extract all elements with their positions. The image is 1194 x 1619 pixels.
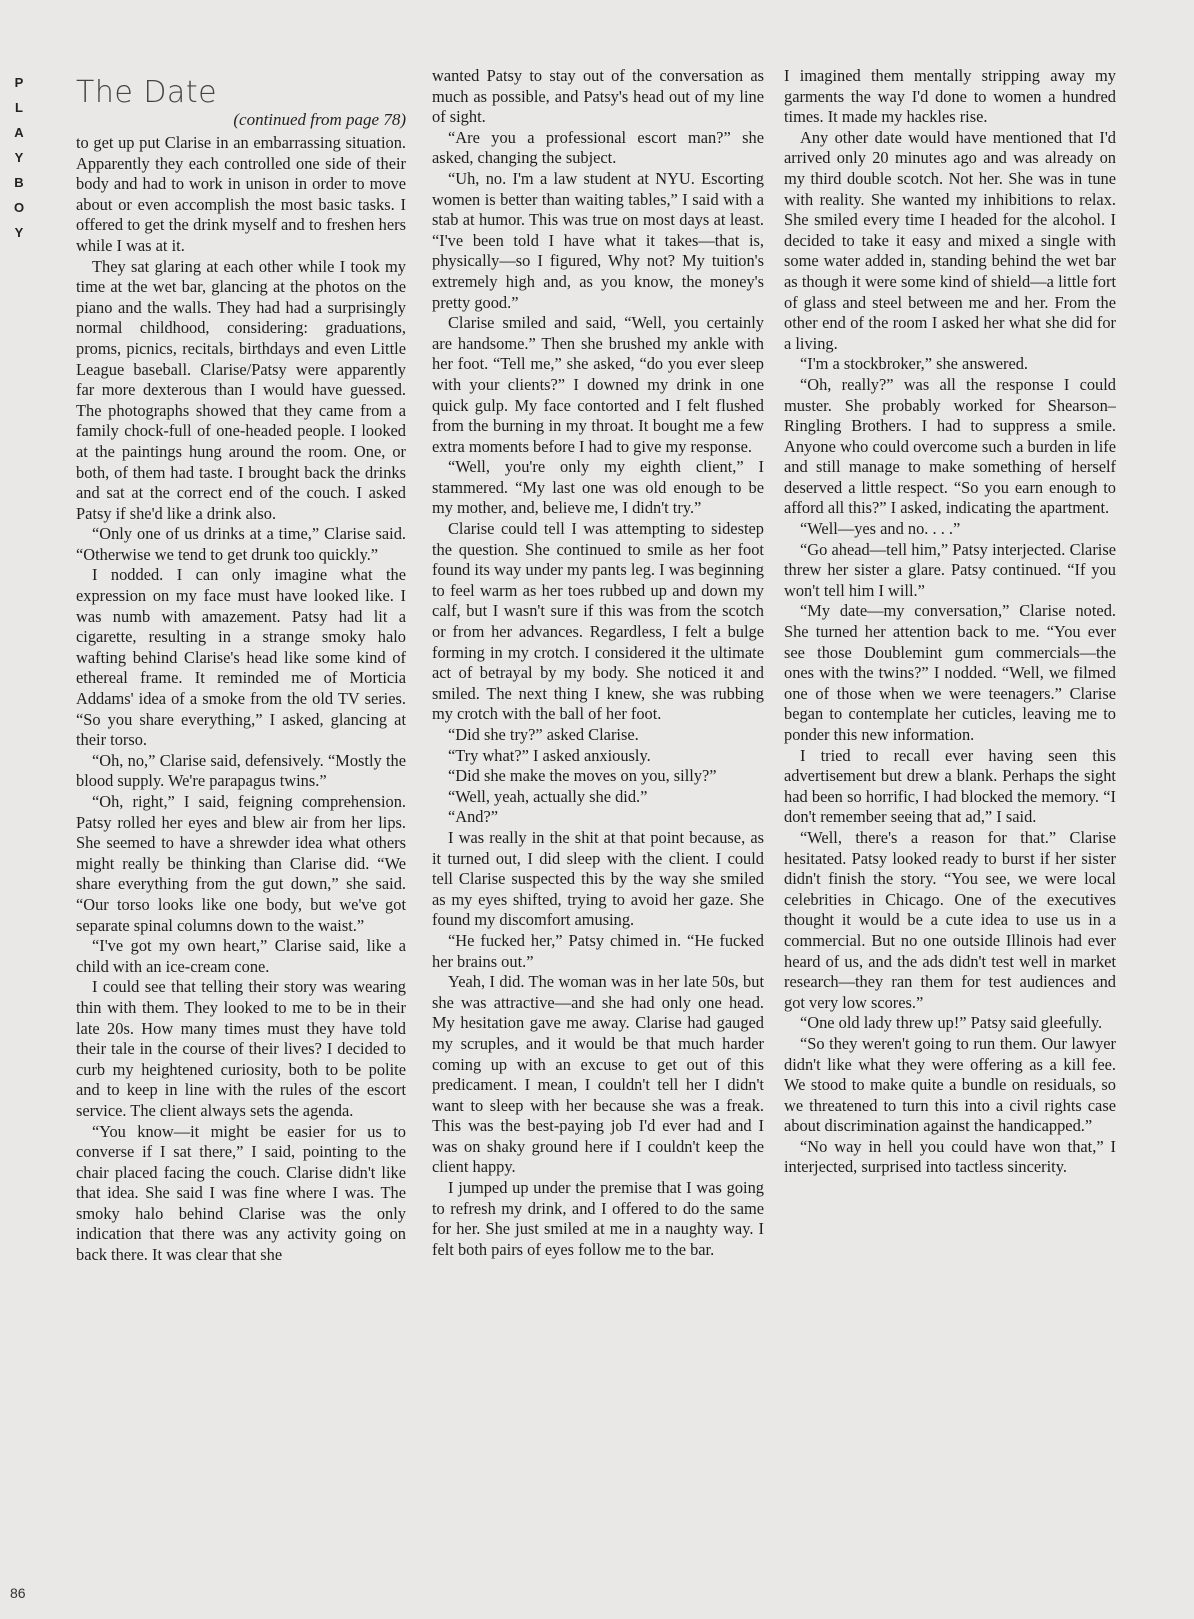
paragraph: “My date—my conversation,” Clarise noted. She turned her attention back to me. “You ever see those Doublemint gum commercials—the ones with the twins?” I nodded. “Well, we filmed one of those when we were teenagers.” Clarise began to contemplate her cuticles, leaving me to ponder this new information. [784,601,1116,744]
page-number: 86 [10,1585,26,1601]
paragraph: “Uh, no. I'm a law student at NYU. Escorting women is better than waiting tables,” I said with a stab at humor. This was true on most days at least. “I've been told I have what it takes—that is, physically—so I figured, Why not? My tuition's extremely high and, as you know, the money's pretty good.” [432,168,764,312]
text-column-2 [432,66,764,1260]
paragraph: “Did she try?” asked Clarise. [448,725,639,744]
paragraph: “Go ahead—tell him,” Patsy interjected. Clarise threw her sister a glare. Patsy continued. “If you won't tell him I will.” [784,539,1116,600]
paragraph: Any other date would have mentioned that I'd arrived only 20 minutes ago and was already on my third double scotch. Not her. She was in tune with reality. She wanted my inhibitions to relax. She smiled every time I headed for the alcohol. I decided to take it easy and mixed a single with some water added in, standing behind the wet bar as though it were some kind of shield—a little fort of glass and steel between me and her. From the other end of the room I asked her what she did for a living. [784,127,1116,353]
magazine-name-vertical [6,70,32,245]
paragraph: “Well, yeah, actually she did.” [448,786,648,806]
paragraph: “Did she make the moves on you, silly?” [448,766,717,786]
paragraph: I tried to recall ever having seen this advertisement but drew a blank. Perhaps the sight had been so horrific, I had blocked the memory. “I don't remember seeing that ad,” I said. [784,745,1116,827]
paragraph: wanted Patsy to stay out of the conversation as much as possible, and Patsy's head out of my line of sight. [432,66,764,127]
magazine-letter: Y [14,225,24,240]
paragraph: “Well, there's a reason for that.” Clarise hesitated. Patsy looked ready to burst if her sister didn't finish the story. “You see, we were local celebrities in Chicago. One of the executives thought it would be a cute idea to use us in a commercial. But no one outside Illinois had ever heard of us, and the ads didn't test well in market research—they ran them for test audiences and got very low scores.” [784,827,1116,1012]
paragraph: I nodded. I can only imagine what the expression on my face must have looked like. I was numb with amazement. Patsy had lit a cigarette, resulting in a strange smoky halo wafting behind Clarise's head like some kind of ethereal frame. It reminded me of Morticia Addams' idea of a smoke from the old TV series. “So you share everything,” I asked, glancing at their torso. [76,565,406,750]
section-title: The Date [76,75,218,110]
paragraph: “He fucked her,” Patsy chimed in. “He fucked her brains out.” [432,930,764,971]
paragraph: Yeah, I did. The woman was in her late 50s, but she was attractive—and she had only one head. My hesitation gave me away. Clarise had gauged my scruples, and it would be that much harder coming up with an excuse to get out of this predicament. I mean, I couldn't tell her I didn't want to sleep with her because she was a freak. This was the best-paying job I'd ever had and I was on shaky ground here if I couldn't keep the client happy. [432,972,764,1177]
paragraph: “Oh, really?” was all the response I could muster. She probably worked for Shearson–Ringling Brothers. I had to suppress a smile. Anyone who could overcome such a burden in life and still manage to make something of herself deserved a little respect. “So you earn enough to afford all this?” I asked, indicating the apartment. [784,374,1116,518]
paragraph: “You know—it might be easier for us to converse if I sat there,” I said, pointing to the chair placed facing the couch. Clarise didn't like that idea. She said I was fine where I was. The smoky halo behind Clarise was the only indication that there was any activity going on back there. It was clear that she [76,1121,406,1265]
paragraph: “I'm a stockbroker,” she answered. [800,354,1029,374]
paragraph: “Try what?” I asked anxiously. [448,745,651,765]
magazine-letter: Y [14,150,24,165]
paragraph: “One old lady threw up!” Patsy said gleefully. [800,1013,1103,1033]
paragraph: “Oh, right,” I said, feigning comprehension. Patsy rolled her eyes and blew air from her lips. She seemed to have a shrewder idea what others might really be thinking than Clarise did. “We share everything from the gut down,” she said. “Our torso looks like one body, but we've got separate spinal columns down to the waist.” [76,792,406,935]
magazine-letter: L [15,100,23,115]
paragraph: “Well—yes and no. . . .” [800,519,961,539]
magazine-letter: A [14,125,24,140]
paragraph: “Oh, no,” Clarise said, defensively. “Mostly the blood supply. We're parapagus twins.” [76,750,406,791]
magazine-letter: B [14,175,24,190]
paragraph: “Are you a professional escort man?” she asked, changing the subject. [432,127,764,168]
magazine-letter: O [13,200,25,215]
paragraph: I was really in the shit at that point because, as it turned out, I did sleep with the client. I could tell Clarise suspected this by the way she smiled as my eyes shifted, trying to avoid her gaze. She found my discomfort amusing. [432,827,764,930]
paragraph: “No way in hell you could have won that,” I interjected, surprised into tactless sincerity. [784,1136,1116,1177]
continued-note: (continued from page 78) [233,110,406,129]
paragraph: Clarise could tell I was attempting to sidestep the question. She continued to smile as her foot found its way under my pants leg. I was beginning to feel warm as her toes rubbed up and down my calf, but I wasn't sure if this was from the scotch or from her advances. Regardless, I felt a bulge forming in my crotch. I considered it the ultimate act of betrayal by my body. She noticed it and smiled. The next thing I knew, she was rubbing my crotch with the ball of her foot. [432,519,764,724]
text-column-3 [784,66,1116,1178]
paragraph: “So they weren't going to run them. Our lawyer didn't like what they were offering as a kill fee. We stood to make quite a bundle on residuals, so we threatened to turn this into a civil rights case about discrimination against the handicapped.” [784,1033,1116,1136]
paragraph: I jumped up under the premise that I was going to refresh my drink, and I offered to do the same for her. She just smiled at me in a naughty way. I felt both pairs of eyes follow me to the bar. [432,1178,764,1259]
paragraph: “I've got my own heart,” Clarise said, like a child with an ice-cream cone. [76,936,406,976]
paragraph: I could see that telling their story was wearing thin with them. They looked to me to be in their late 20s. How many times must they have told their tale in the course of their lives? I decided to curb my heightened curiosity, both to be polite and to keep in line with the rules of the escort service. The client always sets the agenda. [76,977,406,1120]
paragraph: to get up put Clarise in an embarrassing situation. Apparently they each controlled one side of their body and had to work in unison in order to move about or even accomplish the most basic tasks. I offered to get the drink myself and to freshen hers while I was at it. [76,133,406,255]
magazine-letter: P [14,75,24,90]
paragraph: “Well, you're only my eighth client,” I stammered. “My last one was old enough to be my mother, and, believe me, I didn't try.” [432,457,764,518]
paragraph: “And?” [448,807,499,827]
paragraph: “Only one of us drinks at a time,” Clarise said. “Otherwise we tend to get drunk too quickly.” [76,524,406,564]
text-column-1 [76,133,406,1266]
paragraph: Clarise smiled and said, “Well, you certainly are handsome.” Then she brushed my ankle with her foot. “Tell me,” she asked, “do you ever sleep with your clients?” I downed my drink in one quick gulp. My face contorted and I felt flushed from the burning in my throat. It bought me a few extra moments before I had to give my response. [432,313,764,456]
paragraph: I imagined them mentally stripping away my garments the way I'd done to women a hundred times. It made my hackles rise. [784,66,1116,127]
paragraph: They sat glaring at each other while I took my time at the wet bar, glancing at the photos on the piano and the walls. They had had a surprisingly normal childhood, considering: graduations, proms, picnics, recitals, birthdays and even Little League baseball. Clarise/Patsy were apparently far more dexterous than I would have guessed. The photographs showed that they came from a family chock-full of one-headed people. I looked at the paintings hung around the room. One, or both, of them had taste. I brought back the drinks and sat at the correct end of the couch. I asked Patsy if she'd like a drink also. [76,256,406,523]
